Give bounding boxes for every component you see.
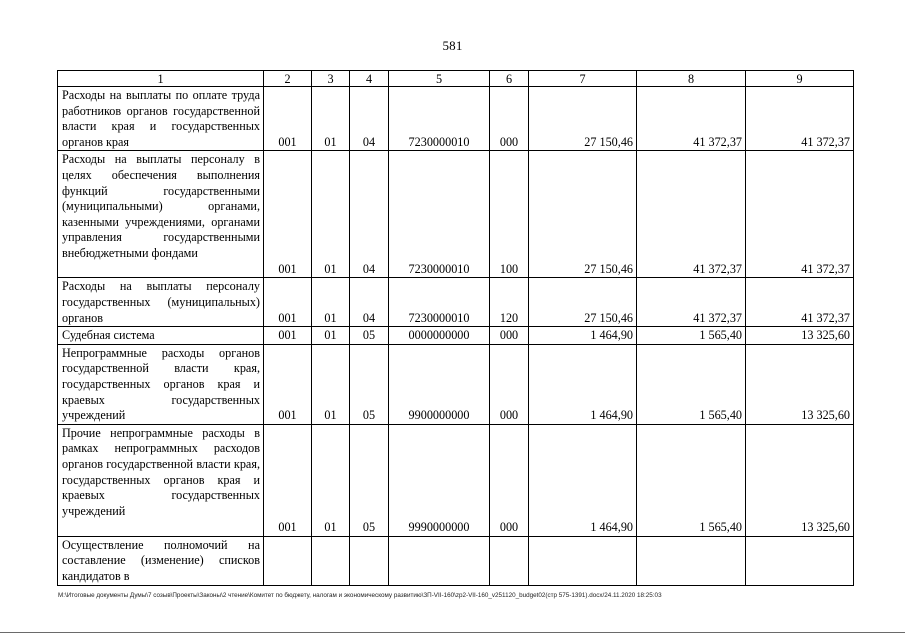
page-number: 581 — [442, 38, 463, 53]
row-code — [264, 536, 312, 585]
row-section: 01 — [312, 327, 350, 345]
row-value-1: 27 150,46 — [529, 87, 637, 151]
table-row — [58, 151, 854, 278]
header-cell: 9 — [746, 71, 854, 87]
row-type: 000 — [490, 424, 529, 536]
row-target: 9990000000 — [389, 424, 490, 536]
row-name: Судебная система — [58, 327, 264, 345]
table-header-row — [58, 71, 854, 87]
row-type: 100 — [490, 151, 529, 278]
table-row — [58, 87, 854, 151]
row-section: 01 — [312, 87, 350, 151]
row-value-1: 27 150,46 — [529, 151, 637, 278]
row-name: Прочие непрограммные расходы в рамках непрограммных расходов органов государственной власти края, государственных органов края и краевых государственных учреждений — [58, 424, 264, 536]
row-section: 01 — [312, 424, 350, 536]
row-code: 001 — [264, 278, 312, 327]
table-row — [58, 536, 854, 585]
row-target: 9900000000 — [389, 344, 490, 424]
row-subsection — [350, 536, 389, 585]
header-cell: 6 — [490, 71, 529, 87]
row-subsection: 05 — [350, 424, 389, 536]
row-section: 01 — [312, 151, 350, 278]
row-value-3: 13 325,60 — [746, 327, 854, 345]
row-code: 001 — [264, 344, 312, 424]
row-section — [312, 536, 350, 585]
row-type: 120 — [490, 278, 529, 327]
header-cell: 8 — [637, 71, 746, 87]
row-subsection: 04 — [350, 278, 389, 327]
row-value-2: 1 565,40 — [637, 424, 746, 536]
row-name: Непрограммные расходы органов государственной власти края, государственных органов края и краевых государственных учреждений — [58, 344, 264, 424]
row-subsection: 04 — [350, 87, 389, 151]
row-section: 01 — [312, 278, 350, 327]
budget-table — [57, 70, 854, 586]
row-code: 001 — [264, 424, 312, 536]
row-value-1 — [529, 536, 637, 585]
row-value-1: 1 464,90 — [529, 344, 637, 424]
row-target: 7230000010 — [389, 151, 490, 278]
scan-edge-line — [0, 632, 905, 633]
row-value-2: 41 372,37 — [637, 87, 746, 151]
row-value-3: 41 372,37 — [746, 87, 854, 151]
row-subsection: 05 — [350, 327, 389, 345]
row-name: Осуществление полномочий на составление (изменение) списков кандидатов в — [58, 536, 264, 585]
row-type: 000 — [490, 327, 529, 345]
row-value-1: 1 464,90 — [529, 424, 637, 536]
row-value-1: 27 150,46 — [529, 278, 637, 327]
row-value-2: 41 372,37 — [637, 278, 746, 327]
row-code: 001 — [264, 87, 312, 151]
table-row — [58, 344, 854, 424]
row-value-2: 1 565,40 — [637, 344, 746, 424]
row-value-2: 1 565,40 — [637, 327, 746, 345]
row-value-3 — [746, 536, 854, 585]
row-value-2: 41 372,37 — [637, 151, 746, 278]
document-path-footer: M:\Итоговые документы Думы\7 созыв\Проекты\Законы\2 чтение\Комитет по бюджету, налогам и экономическому развитию\ЗП-VII-160\zp2-VII-160_v251120_budget02(стр 575-1391).docx/24.11.2020 18:25:03 — [58, 592, 662, 599]
table-row — [58, 424, 854, 536]
row-name: Расходы на выплаты по оплате труда работников органов государственной власти края и государственных органов края — [58, 87, 264, 151]
header-cell: 1 — [58, 71, 264, 87]
header-cell: 3 — [312, 71, 350, 87]
header-cell: 5 — [389, 71, 490, 87]
row-target: 7230000010 — [389, 87, 490, 151]
row-value-3: 13 325,60 — [746, 424, 854, 536]
header-cell: 4 — [350, 71, 389, 87]
row-value-3: 13 325,60 — [746, 344, 854, 424]
row-type — [490, 536, 529, 585]
row-target: 7230000010 — [389, 278, 490, 327]
row-value-3: 41 372,37 — [746, 151, 854, 278]
row-value-3: 41 372,37 — [746, 278, 854, 327]
row-subsection: 05 — [350, 344, 389, 424]
row-code: 001 — [264, 151, 312, 278]
table-row — [58, 278, 854, 327]
row-type: 000 — [490, 344, 529, 424]
header-cell: 7 — [529, 71, 637, 87]
row-name: Расходы на выплаты персоналу государственных (муниципальных) органов — [58, 278, 264, 327]
row-value-1: 1 464,90 — [529, 327, 637, 345]
row-code: 001 — [264, 327, 312, 345]
row-subsection: 04 — [350, 151, 389, 278]
row-section: 01 — [312, 344, 350, 424]
row-target — [389, 536, 490, 585]
row-value-2 — [637, 536, 746, 585]
table-row — [58, 327, 854, 345]
row-type: 000 — [490, 87, 529, 151]
header-cell: 2 — [264, 71, 312, 87]
row-name: Расходы на выплаты персоналу в целях обеспечения выполнения функций государственными (муниципальными) органами, казенными учреждениями, органами управления государственными внебюджетными фондами — [58, 151, 264, 278]
row-target: 0000000000 — [389, 327, 490, 345]
